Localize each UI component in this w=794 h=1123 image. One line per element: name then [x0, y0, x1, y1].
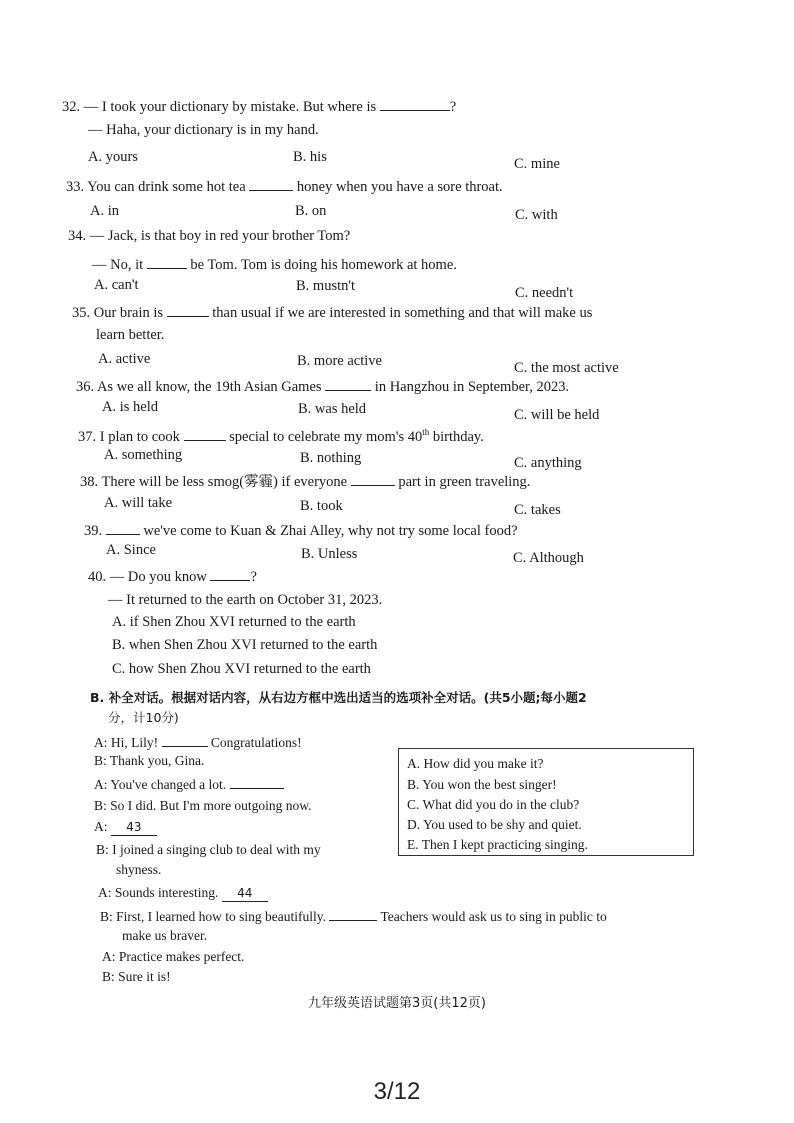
question-35: [72, 302, 592, 322]
dialogue-text: A: Hi, Lily!: [94, 735, 159, 750]
answer-blank[interactable]: [147, 254, 187, 269]
question-stem-tail: honey when you have a sore throat.: [296, 179, 503, 195]
option-b: B. on: [295, 203, 327, 219]
answer-blank[interactable]: [210, 566, 250, 581]
option-a: A. active: [98, 351, 151, 367]
question-number: 36.: [76, 379, 95, 395]
blank-number: 44: [237, 886, 253, 900]
box-option-a: A. How did you make it?: [407, 756, 544, 771]
section-b-heading-line2: 分，计10分): [108, 710, 179, 725]
dialogue-tail: Congratulations!: [210, 735, 302, 750]
ordinal-suffix: th: [422, 427, 430, 437]
question-stem-tail: we've come to Kuan & Zhai Alley, why not try some local food?: [143, 523, 518, 539]
dialogue-line-6: B: I joined a singing club to deal with my: [96, 842, 321, 857]
dialogue-line: — No, it: [92, 257, 144, 273]
answer-blank-43[interactable]: [111, 819, 157, 836]
section-b-heading-line1: B. 补全对话。根据对话内容，从右边方框中选出适当的选项补全对话。(共5小题;每小题2: [90, 690, 587, 705]
question-38: [80, 471, 530, 491]
option-a: A. will take: [104, 495, 173, 511]
question-40: [88, 566, 257, 586]
dialogue-tail: Teachers would ask us to sing in public to: [380, 909, 607, 924]
question-stem: As we all know, the 19th Asian Games: [96, 379, 322, 395]
question-stem: — Jack, is that boy in red your brother Tom?: [89, 228, 351, 244]
question-number: 40.: [88, 569, 107, 585]
option-c: C. needn't: [515, 285, 574, 301]
option-b: B. Unless: [301, 546, 358, 562]
question-stem: You can drink some hot tea: [87, 179, 246, 195]
box-option-c: C. What did you do in the club?: [407, 797, 580, 812]
dialogue-line-8: [98, 884, 268, 902]
section-b-heading: [90, 688, 730, 728]
question-35-line2: learn better.: [96, 327, 165, 343]
dialogue-line-5: [94, 818, 157, 836]
answer-blank[interactable]: [167, 302, 209, 317]
option-c: C. the most active: [514, 360, 619, 376]
question-34: [68, 227, 350, 245]
option-a: A. something: [104, 447, 183, 463]
question-stem-tail: part in green traveling.: [398, 474, 531, 490]
question-36: [76, 376, 569, 396]
answer-blank[interactable]: [325, 376, 371, 391]
option-a: A. can't: [94, 277, 139, 293]
option-b: B. was held: [298, 401, 367, 417]
answer-blank[interactable]: [380, 96, 450, 111]
answer-blank-42[interactable]: [230, 774, 284, 789]
option-b: B. took: [300, 498, 343, 514]
option-c: C. anything: [514, 455, 582, 471]
dialogue-text: A: You've changed a lot.: [94, 777, 227, 792]
answer-blank-44[interactable]: [222, 885, 268, 902]
dialogue-line-1: [94, 732, 302, 751]
dialogue-text: B: First, I learned how to sing beautifully.: [100, 909, 326, 924]
question-stem-end: birthday.: [429, 428, 484, 445]
option-c: C. will be held: [514, 407, 600, 423]
option-a: A. if Shen Zhou XVI returned to the earth: [112, 614, 356, 630]
dialogue-line-2: B: Thank you, Gina.: [94, 753, 205, 768]
question-stem: Our brain is: [93, 305, 164, 321]
option-a: A. yours: [88, 149, 138, 165]
dialogue-text: A: Sounds interesting.: [98, 885, 219, 900]
option-a: A. is held: [102, 399, 158, 415]
question-number: 37.: [78, 428, 97, 445]
question-37: [78, 423, 484, 446]
question-number: 33.: [66, 179, 85, 195]
question-stem: — I took your dictionary by mistake. But where is: [83, 99, 377, 115]
answer-blank[interactable]: [351, 471, 395, 486]
dialogue-line-7: shyness.: [116, 862, 162, 877]
dialogue-line-10: make us braver.: [122, 928, 208, 943]
answer-blank-41[interactable]: [162, 732, 208, 747]
box-option-b: B. You won the best singer!: [407, 777, 557, 792]
question-33: [66, 176, 503, 196]
option-c: C. with: [515, 207, 558, 223]
blank-number: 43: [126, 820, 142, 834]
question-32-line2: — Haha, your dictionary is in my hand.: [88, 122, 319, 138]
dialogue-line-12: B: Sure it is!: [102, 969, 171, 984]
option-c: C. how Shen Zhou XVI returned to the earth: [112, 661, 371, 677]
option-c: C. takes: [514, 502, 561, 518]
answer-blank[interactable]: [249, 176, 293, 191]
option-b: B. nothing: [300, 450, 362, 466]
question-stem: I plan to cook: [99, 428, 180, 445]
dialogue-line-9: [100, 906, 607, 925]
answer-blank[interactable]: [106, 520, 140, 535]
question-number: 34.: [68, 228, 87, 244]
question-number: 32.: [62, 99, 81, 115]
dialogue-line-4: B: So I did. But I'm more outgoing now.: [94, 798, 312, 813]
answer-blank[interactable]: [184, 426, 226, 441]
page-footer: 九年级英语试题第3页(共12页): [308, 996, 486, 1011]
dialogue-text: A:: [94, 819, 108, 834]
option-b: B. his: [293, 149, 327, 165]
option-b: B. more active: [297, 353, 382, 369]
question-stem-tail: ?: [449, 99, 457, 115]
question-number: 35.: [72, 305, 91, 321]
question-stem: There will be less smog(雾霾) if everyone: [101, 474, 348, 490]
question-stem: — Do you know: [109, 569, 207, 585]
option-a: A. in: [90, 203, 119, 219]
dialogue-line-11: A: Practice makes perfect.: [102, 949, 245, 964]
question-39: [84, 520, 518, 540]
question-32: [62, 96, 456, 116]
page-number: 3/12: [373, 1078, 421, 1105]
question-40-line2: — It returned to the earth on October 31, 2023.: [108, 592, 383, 608]
option-c: C. mine: [514, 156, 560, 172]
option-c: C. Although: [513, 550, 584, 566]
box-option-e: E. Then I kept practicing singing.: [407, 837, 588, 852]
question-stem-tail: ?: [250, 569, 257, 585]
question-stem-tail: special to celebrate my mom's 40: [229, 428, 423, 445]
option-a: A. Since: [106, 542, 156, 558]
question-number: 38.: [80, 474, 99, 490]
question-34-line2: [92, 254, 457, 274]
question-stem-tail: in Hangzhou in September, 2023.: [374, 379, 570, 395]
option-b: B. mustn't: [296, 278, 356, 294]
answer-options-box: [398, 748, 694, 856]
box-option-d: D. You used to be shy and quiet.: [407, 817, 582, 832]
question-number: 39.: [84, 523, 103, 539]
question-stem-tail: than usual if we are interested in something and that will make us: [212, 305, 593, 321]
dialogue-line-3: [94, 774, 284, 793]
answer-blank-45[interactable]: [329, 906, 377, 921]
dialogue-line-tail: be Tom. Tom is doing his homework at home.: [190, 257, 457, 273]
option-b: B. when Shen Zhou XVI returned to the earth: [112, 637, 378, 653]
